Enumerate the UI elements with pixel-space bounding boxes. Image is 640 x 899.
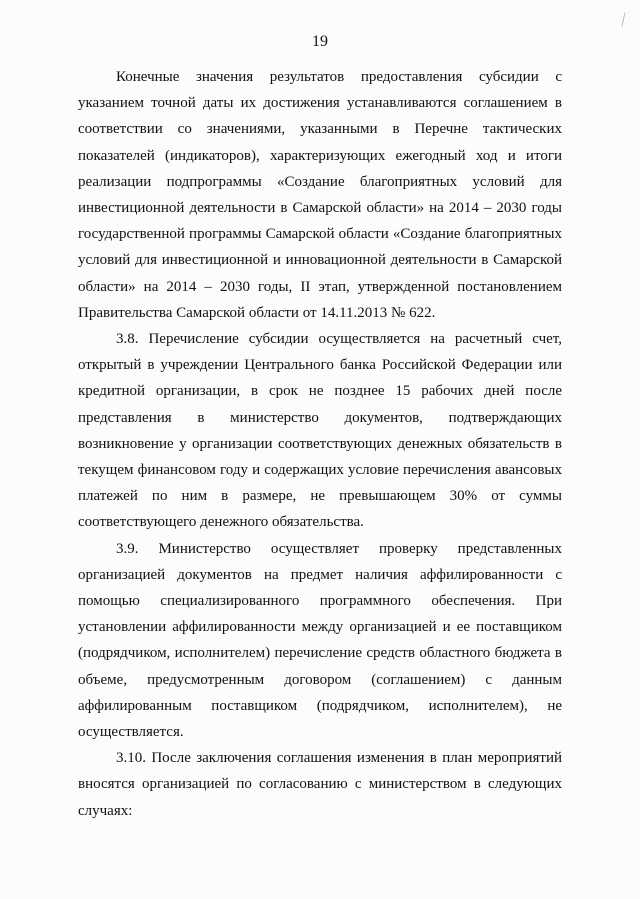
document-body — [78, 64, 562, 824]
paragraph-3-10: 3.10. После заключения соглашения изменения в план мероприятий вносятся организацией по согласованию с министерством в следующих случаях: — [78, 750, 562, 819]
paragraph-3-9: 3.9. Министерство осуществляет проверку представленных организацией документов на предмет наличия аффилированности с помощью специализированного программного обеспечения. При установлении аффилированности между организацией и ее поставщиком (подрядчиком, исполнителем) перечисление средств областного бюджета в объеме, предусмотренным договором (соглашением) с данным аффилированным поставщиком (подрядчиком, исполнителем), не осуществляется. — [78, 540, 562, 741]
paragraph-3-8: 3.8. Перечисление субсидии осуществляется на расчетный счет, открытый в учреждении Центрального банка Российской Федерации или кредитной организации, в срок не позднее 15 рабочих дней после представления в министерство документов, подтверждающих возникновение у организации соответствующих денежных обязательств в текущем финансовом году и содержащих условие перечисления авансовых платежей по ним в размере, не превышающем 30% от суммы соответствующего денежного обязательства. — [78, 331, 562, 531]
page-number: 19 — [312, 33, 328, 50]
scan-artifact — [616, 11, 626, 26]
paragraph-results-values: Конечные значения результатов предоставления субсидии с указанием точной даты их достижения устанавливаются соглашением в соответствии со значениями, указанными в Перечне тактических показателей (индикаторов), характеризующих ежегодный ход и итоги реализации подпрограммы «Создание благоприятных условий для инвестиционной деятельности в Самарской области» на 2014 – 2030 годы государственной программы Самарской области «Создание благоприятных условий для инвестиционной и инновационной деятельности в Самарской области» на 2014 – 2030 годы, II этап, утвержденной постановлением Правительства Самарской области от 14.11.2013 № 622. — [78, 69, 562, 321]
